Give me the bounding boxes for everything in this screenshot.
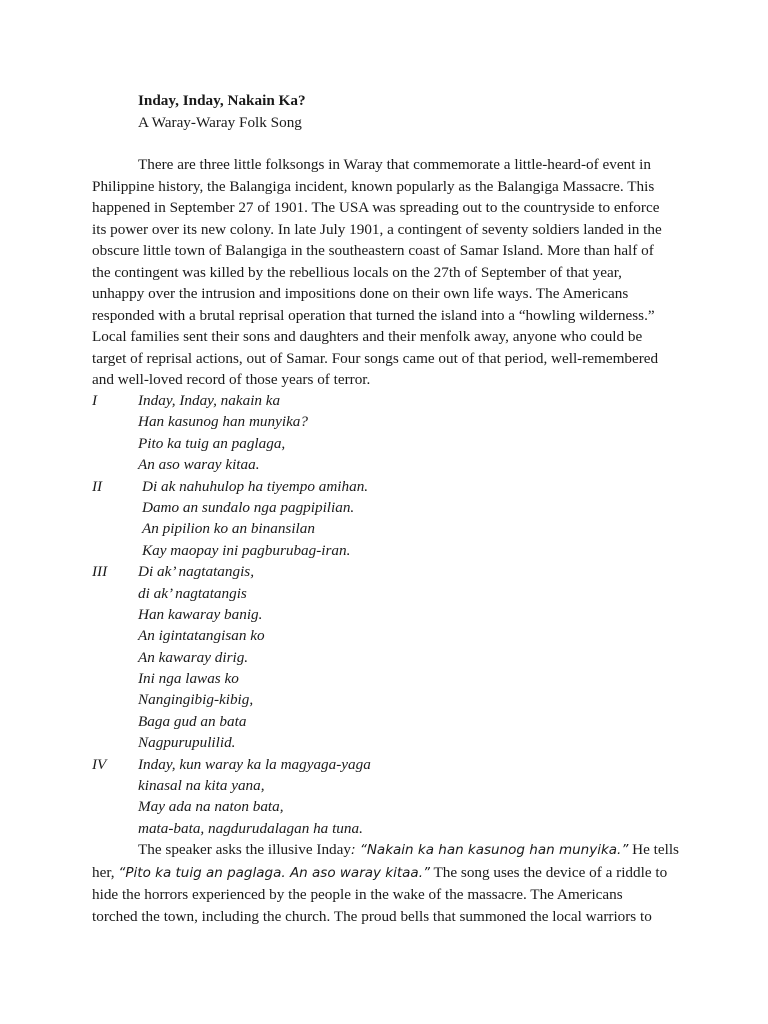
verse-text: Nagpurupulilid. [138, 734, 236, 752]
closing-paragraph [92, 839, 682, 927]
verse-number: III [92, 563, 108, 581]
closing-text: The speaker asks the illusive Inday [138, 841, 351, 858]
intro-line: responded with a brutal reprisal operation that turned the island into a “howling wilderness.” [92, 306, 655, 324]
closing-text: The song uses the device of a riddle to [430, 863, 668, 881]
verse-text: Nangingibig-kibig, [138, 691, 254, 709]
intro-line: There are three little folksongs in Waray that commemorate a little-heard-of event in [138, 156, 651, 173]
verse-text: Di ak’ nagtatangis, [138, 563, 255, 581]
intro-line: unhappy over the intrusion and impositions done on their own life ways. The Americans [92, 285, 629, 302]
closing-line [92, 839, 682, 862]
intro-line: obscure little town of Balangiga in the southeastern coast of Samar Island. More than half of [92, 242, 654, 259]
intro-line: Local families sent their sons and daughters and their menfolk away, anyone who could be [92, 328, 643, 345]
closing-text: He tells [628, 841, 679, 858]
closing-line [92, 862, 682, 885]
verse-text: An aso waray kitaa. [138, 456, 260, 474]
verse-text: Di ak nahuhulop ha tiyempo amihan. [142, 477, 369, 495]
song-title: Inday, Inday, Nakain Ka? [138, 92, 306, 109]
verse-text: May ada na naton bata, [138, 798, 284, 816]
closing-line: torched the town, including the church. The proud bells that summoned the local warriors to [92, 907, 652, 925]
closing-line: hide the horrors experienced by the people in the wake of the massacre. The Americans [92, 886, 623, 903]
verse-number: IV [92, 755, 107, 773]
intro-line: Philippine history, the Balangiga incident, known popularly as the Balangiga Massacre. This [92, 177, 655, 195]
verse-number: II [92, 477, 103, 495]
verse-text: Inday, Inday, nakain ka [138, 392, 281, 409]
verse-text: Damo an sundalo nga pagpipilian. [142, 498, 355, 516]
verse-text: An igintatangisan ko [138, 627, 265, 645]
closing-text: her, [92, 863, 119, 881]
intro-line: target of reprisal actions, out of Samar. Four songs came out of that period, well-remembered [92, 349, 659, 367]
verse-text: Inday, kun waray ka la magyaga-yaga [138, 755, 371, 773]
verse-text: mata-bata, nagdurudalagan ha tuna. [138, 819, 363, 837]
intro-paragraph [92, 154, 682, 391]
verse-text: An pipilion ko an binansilan [142, 520, 315, 538]
verse-text: Kay maopay ini pagburubag-iran. [142, 541, 351, 559]
verse-text: Baga gud an bata [138, 712, 247, 730]
verse-text: Han kasunog han munyika? [138, 413, 308, 431]
verse-text: kinasal na kita yana, [138, 777, 265, 795]
intro-line: the contingent was killed by the rebellious locals on the 27th of September of that year, [92, 263, 622, 281]
intro-line: happened in September 27 of 1901. The USA was spreading out to the countryside to enforce [92, 199, 660, 216]
verse-text: Han kawaray banig. [138, 605, 263, 623]
intro-line: its power over its new colony. In late July 1901, a contingent of seventy soldiers landed in the [92, 220, 662, 238]
verse-text: An kawaray dirig. [138, 648, 249, 666]
verse-text: Pito ka tuig an paglaga, [138, 434, 286, 452]
verse-text: di ak’ nagtatangis [138, 584, 247, 602]
song-subtitle: A Waray-Waray Folk Song [138, 114, 302, 131]
verse-number: I [92, 392, 98, 409]
intro-line: and well-loved record of those years of terror. [92, 371, 371, 388]
verse-text: Ini nga lawas ko [138, 670, 239, 688]
closing-quote: : “Nakain ka han kasunog han munyika.” [350, 842, 629, 858]
closing-quote: “Pito ka tuig an paglaga. An aso waray kitaa.” [118, 864, 430, 881]
